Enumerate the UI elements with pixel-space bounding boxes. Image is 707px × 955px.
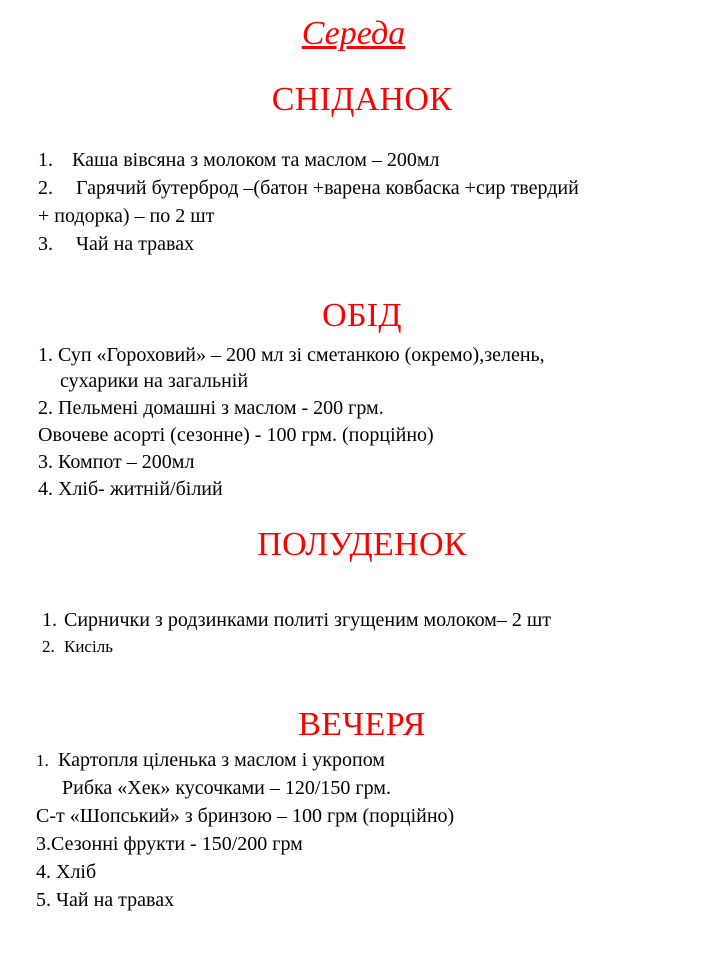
breakfast-item-3-text: Чай на травах (76, 233, 195, 255)
breakfast-item-2-text: Гарячий бутерброд –(батон +варена ковбаска +сир твердий (76, 177, 579, 199)
dinner-line-4: 3.Сезонні фрукти - 150/200 грм (36, 833, 303, 855)
dinner-line-3: С-т «Шопський» з бринзою – 100 грм (порційно) (36, 805, 455, 827)
dinner-line-6: 5. Чай на травах (36, 889, 175, 911)
snack-item-1-number: 1. (42, 609, 57, 631)
snack-item-2-text: Кисіль (64, 637, 113, 656)
snack-title: ПОЛУДЕНОК (257, 526, 467, 563)
breakfast-item-2-continued (38, 203, 214, 229)
breakfast-item-3-number: 3. (38, 233, 53, 255)
dinner-line-1-number: 1. (36, 751, 49, 770)
dinner-line-1-text: Картопля ціленька з маслом і укропом (58, 749, 385, 771)
dinner-line-2: Рибка «Хек» кусочками – 120/150 грм. (62, 777, 391, 799)
snack-item-2 (42, 634, 113, 660)
dinner-line-1 (36, 747, 385, 774)
lunch-line-1: 1. Суп «Гороховий» – 200 мл зі сметанкою (окремо),зелень, (38, 344, 545, 366)
lunch-line-2: сухарики на загальній (60, 370, 249, 392)
day-title: Середа (301, 15, 406, 52)
breakfast-title: СНІДАНОК (271, 81, 453, 118)
breakfast-item-2 (38, 175, 579, 201)
snack-item-1-text: Сирнички з родзинками политі згущеним молоком– 2 шт (64, 609, 551, 631)
dinner-line-5: 4. Хліб (36, 861, 97, 883)
breakfast-item-1-text: Каша вівсяна з молоком та маслом – 200мл (72, 149, 440, 171)
breakfast-item-3 (38, 231, 194, 257)
lunch-line-3: 2. Пельмені домашні з маслом - 200 грм. (38, 397, 384, 419)
dinner-title: ВЕЧЕРЯ (298, 706, 426, 743)
snack-item-2-number: 2. (42, 637, 55, 656)
lunch-title: ОБІД (322, 297, 402, 334)
lunch-line-4: Овочеве асорті (сезонне) - 100 грм. (порційно) (38, 424, 434, 446)
breakfast-item-2-number: 2. (38, 177, 53, 199)
lunch-line-5: 3. Компот – 200мл (38, 451, 195, 473)
snack-item-1 (42, 607, 551, 633)
breakfast-item-1-number: 1. (38, 149, 53, 171)
breakfast-item-1 (38, 147, 440, 173)
breakfast-item-2-continued-text: + подорка) – по 2 шт (38, 205, 215, 227)
lunch-line-6: 4. Хліб- житній/білий (38, 478, 223, 500)
